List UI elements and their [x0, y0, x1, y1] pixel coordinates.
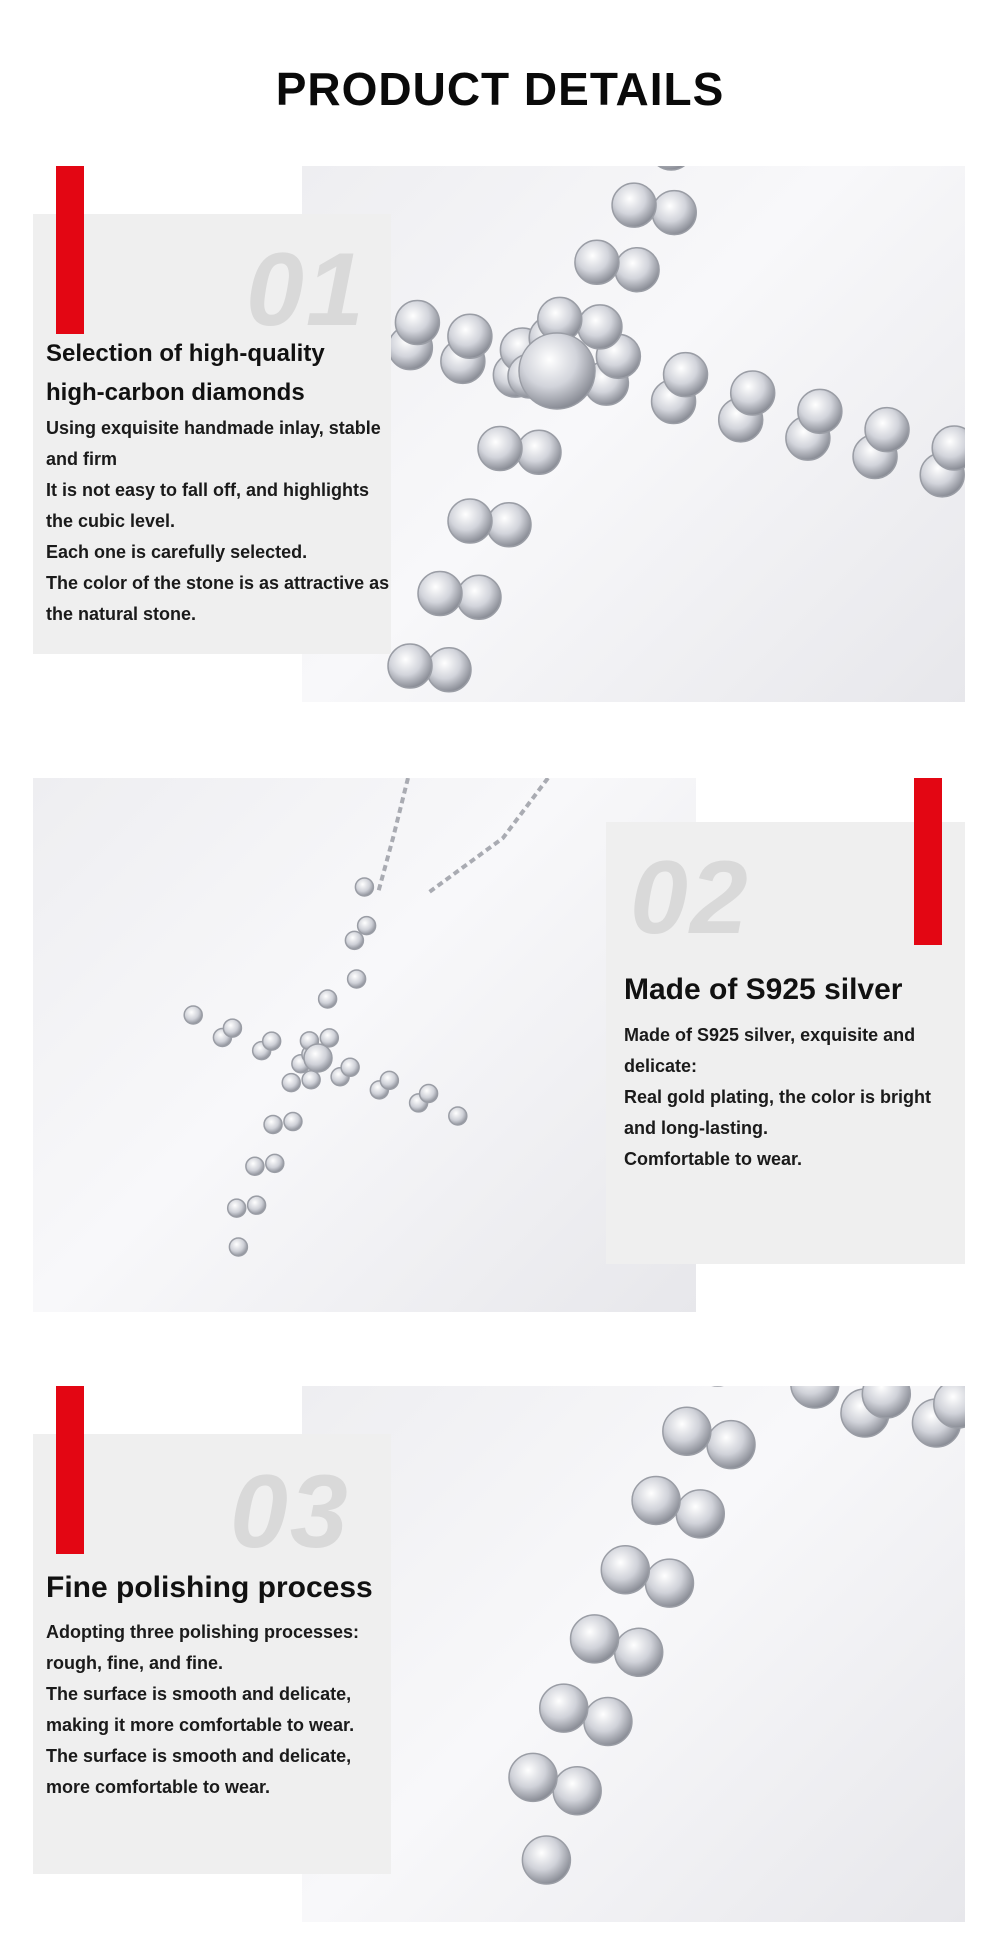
description-line: the natural stone.: [46, 604, 197, 624]
section-number-02: 02: [630, 840, 750, 956]
heading-line: Fine polishing process: [46, 1571, 373, 1604]
description-line: and long-lasting.: [624, 1118, 768, 1138]
description-line: and firm: [46, 449, 118, 469]
section-number-03: 03: [230, 1454, 350, 1570]
description-line: The surface is smooth and delicate,: [46, 1746, 352, 1766]
heading-line: Made of S925 silver: [624, 973, 903, 1006]
description-line: It is not easy to fall off, and highlights: [46, 480, 370, 500]
description-line: making it more comfortable to wear.: [46, 1715, 355, 1735]
section-heading-03: [46, 1568, 373, 1608]
cross-arm-closeup-photo: [302, 1386, 965, 1922]
description-line: Comfortable to wear.: [624, 1149, 803, 1169]
description-line: Using exquisite handmade inlay, stable: [46, 418, 381, 438]
page-title: PRODUCT DETAILS: [275, 63, 725, 115]
description-line: Real gold plating, the color is bright: [624, 1087, 932, 1107]
section-description-03: [46, 1617, 359, 1803]
description-line: Each one is carefully selected.: [46, 542, 308, 562]
description-line: Made of S925 silver, exquisite and: [624, 1025, 916, 1045]
description-line: more comfortable to wear.: [46, 1777, 271, 1797]
description-line: the cubic level.: [46, 511, 176, 531]
description-line: rough, fine, and fine.: [46, 1653, 223, 1673]
heading-line: high-carbon diamonds: [46, 379, 305, 406]
section-number-01: 01: [246, 232, 366, 348]
description-line: Adopting three polishing processes:: [46, 1622, 360, 1642]
heading-line: Selection of high-quality: [46, 340, 325, 367]
description-line: The surface is smooth and delicate,: [46, 1684, 352, 1704]
accent-bar-03: [56, 1386, 84, 1554]
description-line: delicate:: [624, 1056, 698, 1076]
description-line: The color of the stone is as attractive as: [46, 573, 390, 593]
